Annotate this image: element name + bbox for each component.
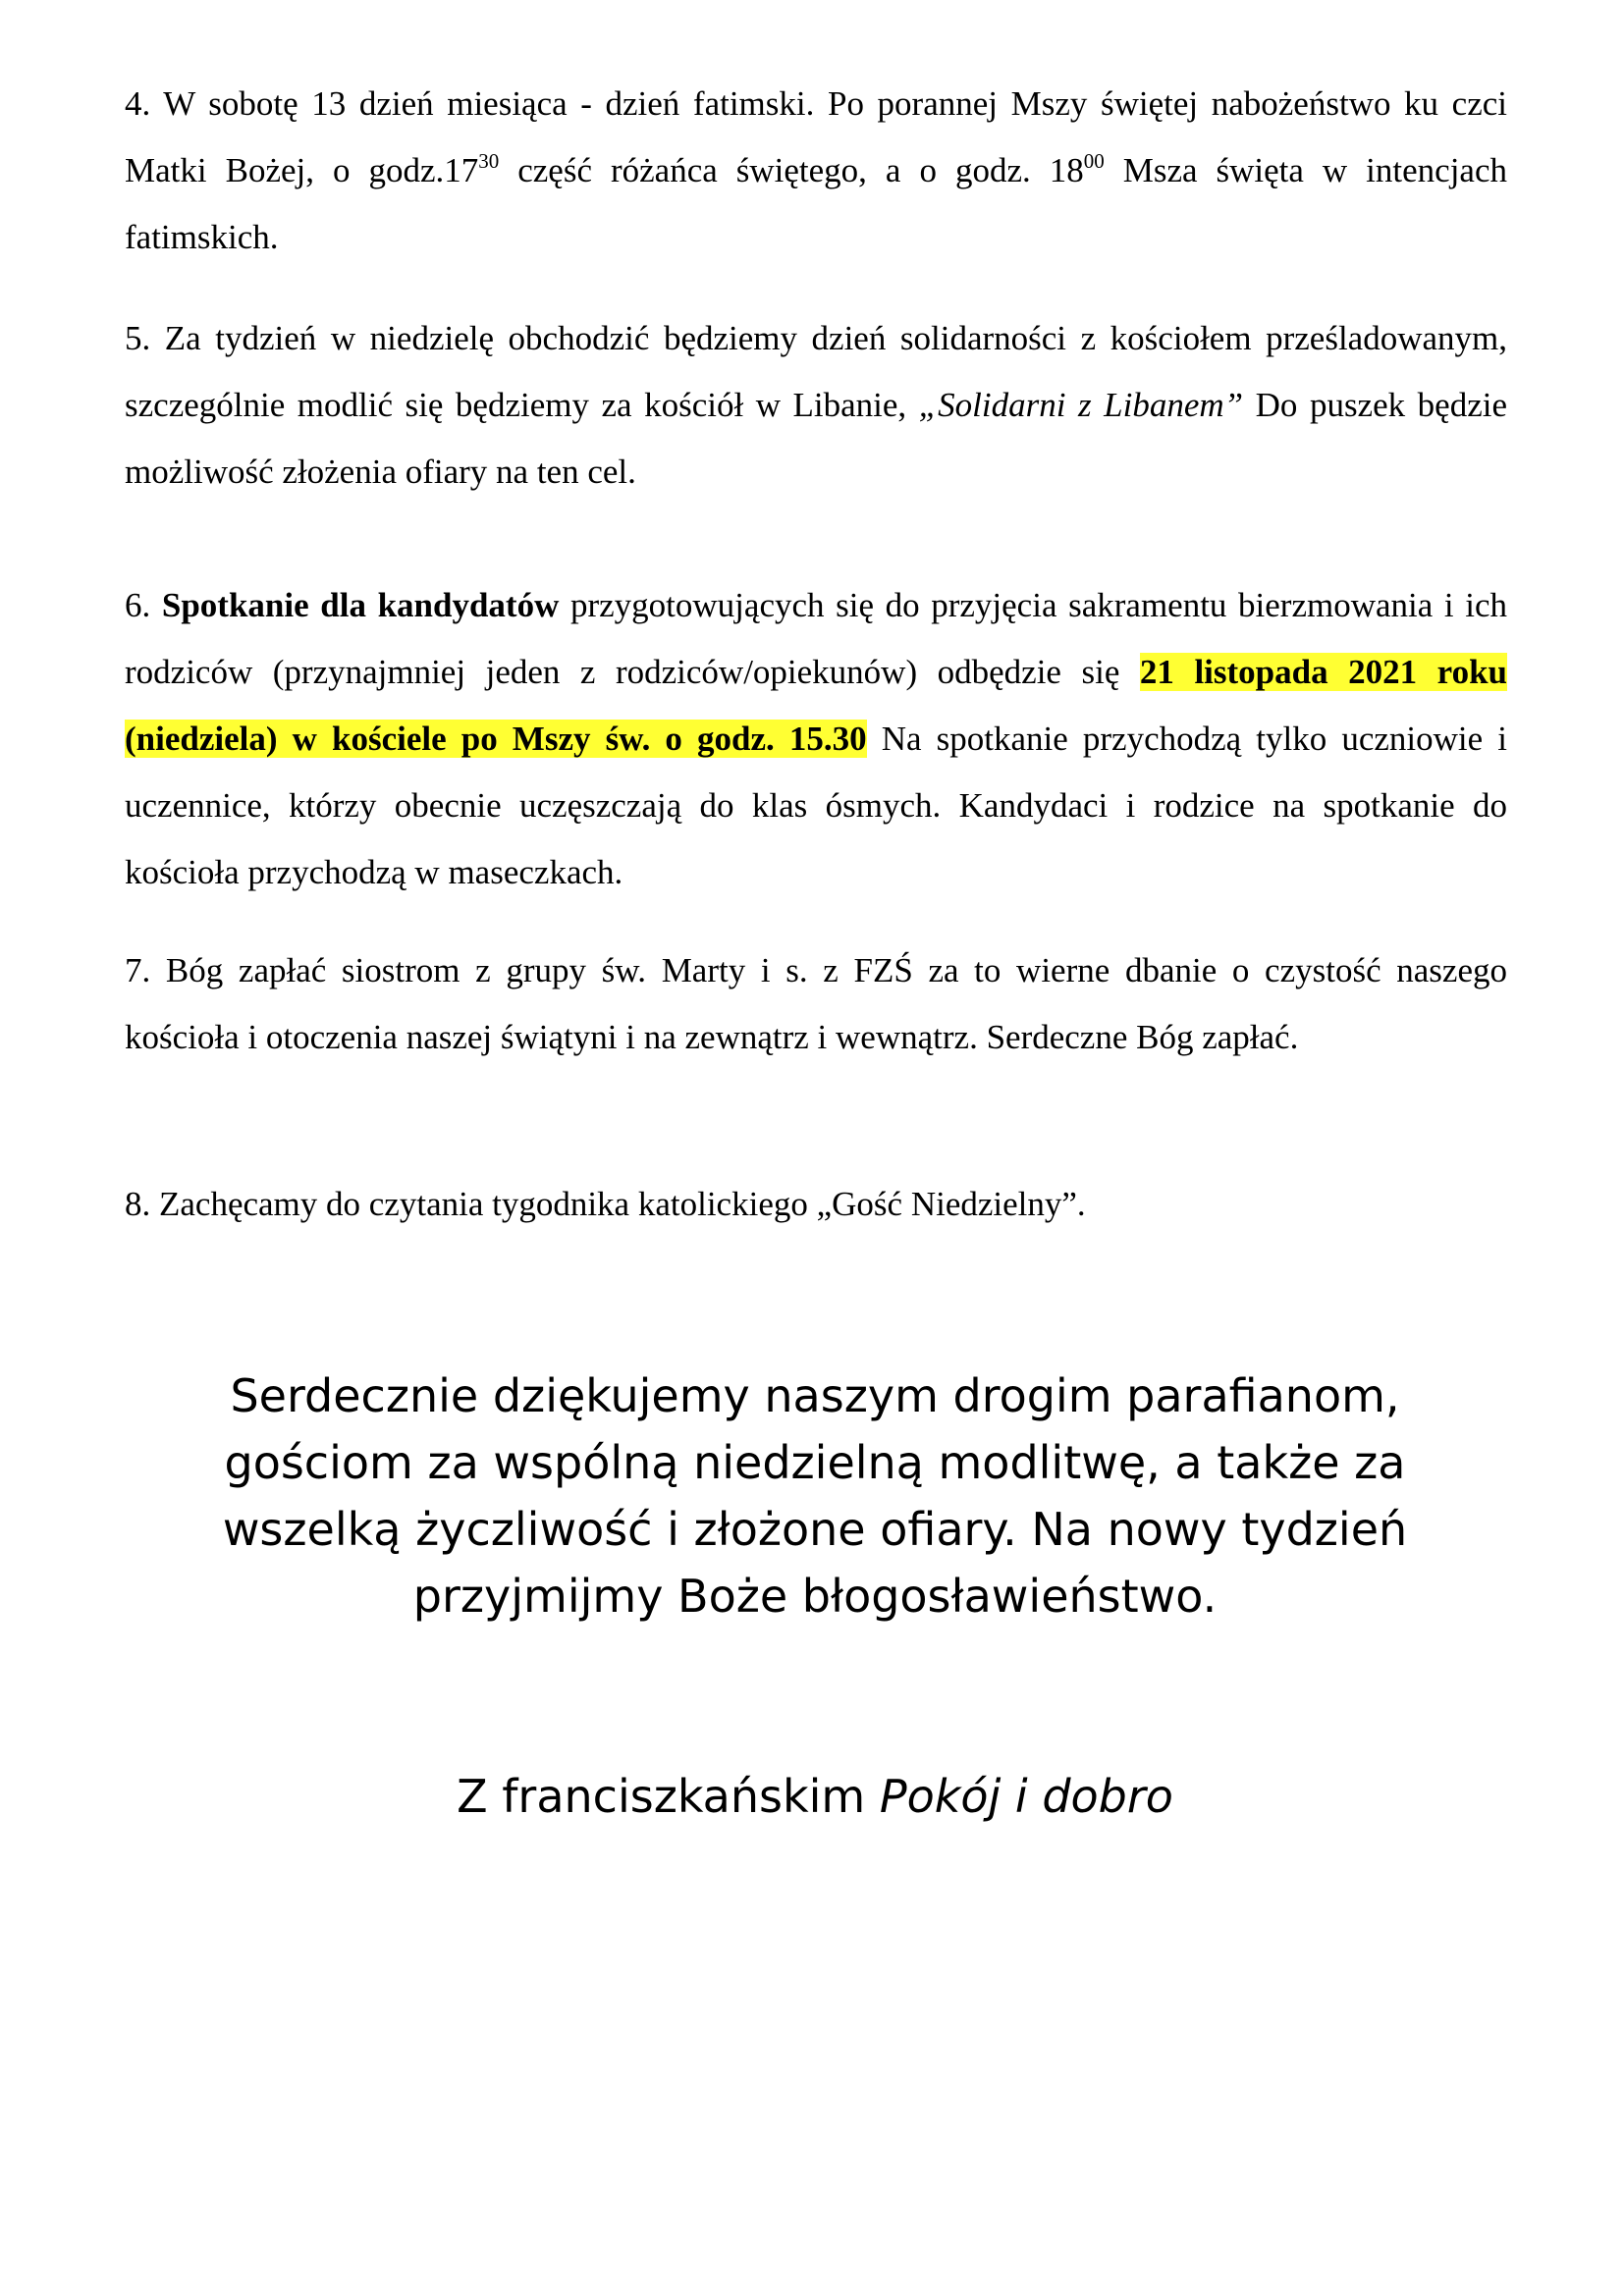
item-7-text: 7. Bóg zapłać siostrom z grupy św. Marty i s. z FZŚ za to wierne dbanie o czystość naszego kościoła i otoczenia naszej świątyni i na zewnątrz i wewnątrz. Serdeczne Bóg zapłać. <box>125 951 1507 1056</box>
item-8-text: 8. Zachęcamy do czytania tygodnika katolickiego „Gość Niedzielny”. <box>125 1185 1086 1223</box>
announcement-item-7 <box>125 937 1507 1071</box>
closing-line: Serdecznie dziękujemy naszym drogim parafianom, <box>230 1369 1400 1422</box>
closing-greeting <box>177 1763 1453 1830</box>
item-4-text-cont: część różańca świętego, a o godz. 18 <box>499 151 1084 189</box>
greeting-text: Z franciszkańskim <box>457 1770 880 1823</box>
item-6-bold-heading: Spotkanie dla kandydatów <box>161 586 560 624</box>
item-5-campaign-title: „Solidarni z Libanem” <box>918 386 1244 424</box>
item-4-time-superscript-2: 00 <box>1083 149 1105 173</box>
item-5-text: 5. Za tydzień w niedzielę obchodzić będziemy dzień solidarności z kościołem prześladowanym, szczególnie modlić się będziemy za kościół w Libanie, <box>125 319 1507 424</box>
item-4-text: 4. W sobotę 13 dzień miesiąca - dzień fatimski. Po porannej Mszy świętej nabożeństwo ku czci Matki Bożej, o godz.17 <box>125 84 1507 189</box>
item-4-time-superscript-1: 30 <box>478 149 500 173</box>
closing-line: wszelką życzliwość i złożone ofiary. Na nowy tydzień <box>222 1503 1408 1556</box>
announcement-item-8 <box>125 1171 1507 1238</box>
greeting-motto: Pokój i dobro <box>879 1770 1173 1823</box>
item-4-text-end: Msza święta w intencjach fatimskich. <box>125 151 1507 256</box>
item-6-text: przygotowujących się do przyjęcia sakramentu bierzmowania i ich rodziców (przynajmniej jeden z rodziców/opiekunów) odbędzie się <box>125 586 1507 691</box>
closing-thanks <box>177 1362 1453 1629</box>
item-6-text-end: Na spotkanie przychodzą tylko uczniowie i uczennice, którzy obecnie uczęszczają do klas ósmych. Kandydaci i rodzice na spotkanie do kościoła przychodzą w maseczkach. <box>125 720 1507 891</box>
announcement-item-6 <box>125 572 1507 906</box>
closing-line: przyjmijmy Boże błogosławieństwo. <box>412 1570 1218 1623</box>
announcement-item-5 <box>125 305 1507 506</box>
closing-line: gościom za wspólną niedzielną modlitwę, a także za <box>224 1436 1406 1489</box>
item-5-text-end: Do puszek będzie możliwość złożenia ofiary na ten cel. <box>125 386 1507 491</box>
item-6-number: 6. <box>125 586 162 624</box>
announcement-item-4 <box>125 71 1507 271</box>
item-6-highlighted-date: 21 listopada 2021 roku (niedziela) w kościele po Mszy św. o godz. 15.30 <box>125 653 1507 758</box>
